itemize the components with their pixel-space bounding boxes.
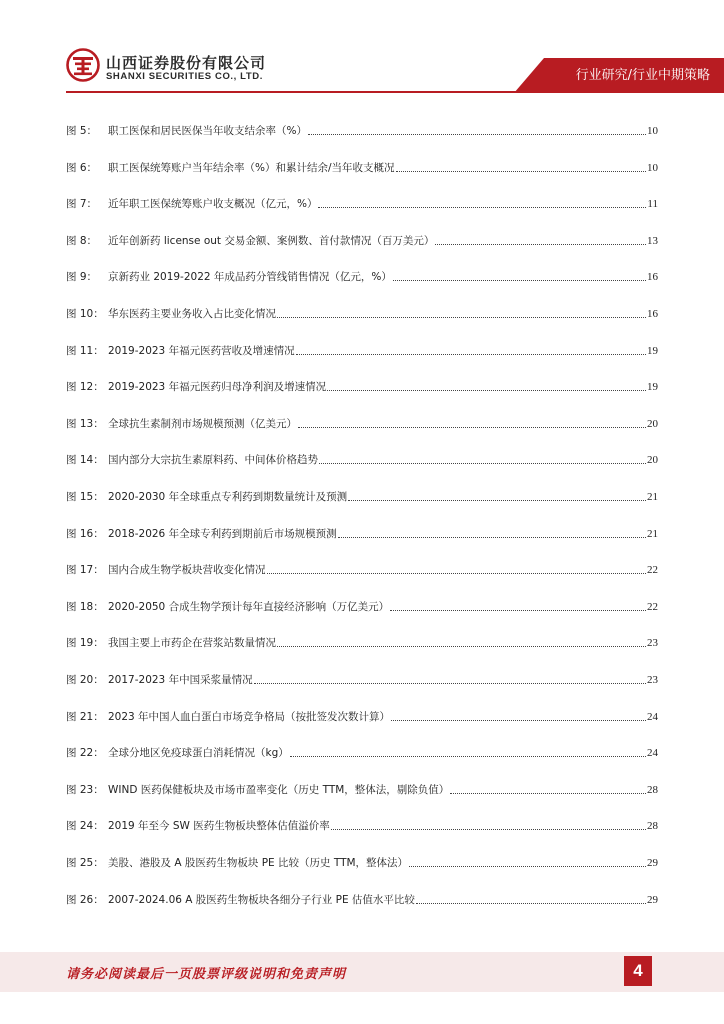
toc-row[interactable] [66,155,658,175]
toc-page-number: 10 [647,125,658,137]
toc-page-number: 16 [647,271,658,284]
toc-figure-label: 图 14： [66,454,104,467]
toc-figure-label: 图 15： [66,491,104,503]
toc-figure-label: 图 19： [66,637,104,650]
toc-dot-leader [298,427,646,428]
toc-row[interactable] [66,118,658,138]
toc-page-number: 11 [647,198,658,211]
toc-row[interactable] [66,704,658,724]
toc-row[interactable] [66,264,658,284]
toc-row[interactable] [66,850,658,870]
toc-page-number: 21 [647,527,658,540]
toc-figure-title: WIND 医药保健板块及市场市盈率变化（历史 TTM，整体法，剔除负值） [108,783,450,796]
toc-page-number: 20 [647,454,658,467]
toc-row[interactable] [66,301,658,321]
toc-dot-leader [277,646,646,647]
toc-dot-leader [393,280,646,281]
toc-figure-title: 2018-2026 年全球专利药到期前后市场规模预测 [108,527,337,540]
page-header [0,0,724,100]
toc-row[interactable] [66,594,658,614]
toc-row[interactable] [66,484,658,504]
toc-page-number: 23 [647,637,658,650]
toc-dot-leader [348,500,646,501]
toc-page-number: 28 [647,783,658,796]
toc-row[interactable] [66,813,658,833]
toc-dot-leader [435,244,646,245]
toc-figure-title: 2007-2024.06 A 股医药生物板块各细分子行业 PE 估值水平比较 [108,893,415,906]
toc-dot-leader [409,866,646,867]
toc-dot-leader [416,903,646,904]
toc-page-number: 10 [647,161,658,174]
toc-figure-title: 职工医保统筹账户当年结余率（%）和累计结余/当年收支概况 [108,161,395,174]
toc-figure-label: 图 26： [66,893,104,906]
header-divider [66,91,544,93]
toc-row[interactable] [66,191,658,211]
toc-page-number: 20 [647,417,658,430]
toc-row[interactable] [66,630,658,650]
toc-figure-title: 京新药业 2019-2022 年成品药分管线销售情况（亿元，%） [108,271,392,284]
toc-page-number: 23 [647,674,658,686]
toc-figure-label: 图 7： [66,198,98,211]
toc-page-number: 16 [647,308,658,320]
toc-dot-leader [296,354,646,355]
toc-dot-leader [319,463,646,464]
toc-row[interactable] [66,338,658,358]
toc-dot-leader [308,134,646,135]
toc-page-number: 29 [647,893,658,906]
toc-figure-title: 美股、港股及 A 股医药生物板块 PE 比较（历史 TTM，整体法） [108,857,409,869]
toc-figure-title: 国内合成生物学板块营收变化情况 [108,564,266,577]
toc-dot-leader [450,793,646,794]
toc-figure-label: 图 13： [66,417,104,430]
toc-row[interactable] [66,740,658,760]
toc-figure-title: 2019-2023 年福元医药营收及增速情况 [108,344,295,357]
toc-dot-leader [318,207,646,208]
toc-figure-label: 图 21： [66,710,104,723]
toc-page-number: 28 [647,820,658,833]
toc-row[interactable] [66,374,658,394]
toc-dot-leader [396,171,646,172]
toc-figure-title: 我国主要上市药企在营浆站数量情况 [108,637,276,650]
toc-figure-title: 全球分地区免疫球蛋白消耗情况（kg） [108,747,289,760]
toc-page-number: 24 [647,747,658,760]
toc-figure-label: 图 23： [66,783,104,796]
toc-figure-title: 2019-2023 年福元医药归母净利润及增速情况 [108,381,327,394]
toc-row[interactable] [66,521,658,541]
toc-page-number: 22 [647,564,658,577]
toc-figure-label: 图 16： [66,527,104,540]
toc-figure-title: 近年职工医保统筹账户收支概况（亿元，%） [108,198,318,211]
toc-figure-title: 2019 年至今 SW 医药生物板块整体估值溢价率 [108,820,330,833]
toc-figure-label: 图 6： [66,161,98,174]
footer-disclaimer: 请务必阅读最后一页股票评级说明和免责声明 [66,967,347,982]
toc-row[interactable] [66,447,658,467]
toc-page-number: 19 [647,344,658,357]
toc-figure-label: 图 20： [66,674,104,686]
toc-figure-label: 图 17： [66,564,104,577]
toc-figure-label: 图 18： [66,600,104,613]
toc-dot-leader [331,829,646,830]
toc-row[interactable] [66,777,658,797]
toc-dot-leader [338,537,646,538]
toc-figure-label: 图 9： [66,271,98,284]
toc-row[interactable] [66,228,658,248]
toc-figure-label: 图 12： [66,381,104,394]
toc-dot-leader [277,317,646,318]
toc-dot-leader [290,756,646,757]
company-name-cn: 山西证券股份有限公司 [106,54,267,72]
toc-figure-title: 全球抗生素制剂市场规模预测（亿美元） [108,417,297,430]
toc-dot-leader [390,610,646,611]
toc-figure-label: 图 25： [66,857,104,869]
toc-dot-leader [267,573,647,574]
toc-dot-leader [327,390,646,391]
toc-page-number: 29 [647,857,658,869]
shanxi-securities-logo-icon [66,48,100,82]
toc-page-number: 13 [647,234,658,247]
toc-figure-title: 近年创新药 license out 交易金额、案例数、首付款情况（百万美元） [108,234,435,247]
toc-figure-label: 图 5： [66,125,98,137]
toc-figure-title: 2017-2023 年中国采浆量情况 [108,674,253,686]
toc-row[interactable] [66,667,658,687]
toc-page-number: 24 [647,710,658,723]
toc-figure-title: 国内部分大宗抗生素原料药、中间体价格趋势 [108,454,318,467]
toc-figure-label: 图 24： [66,820,104,833]
toc-page-number: 22 [647,600,658,613]
toc-figure-label: 图 8： [66,234,98,247]
toc-figure-title: 职工医保和居民医保当年收支结余率（%） [108,125,307,137]
toc-dot-leader [391,720,646,721]
footer-page-number: 4 [624,956,652,986]
toc-page-number: 19 [647,381,658,394]
toc-row[interactable] [66,887,658,907]
toc-figure-label: 图 10： [66,308,104,320]
report-type-label: 行业研究/行业中期策略 [575,68,710,83]
toc-row[interactable] [66,411,658,431]
toc-figure-title: 2020-2050 合成生物学预计每年直接经济影响（万亿美元） [108,600,390,613]
toc-row[interactable] [66,557,658,577]
toc-page-number: 21 [647,491,658,503]
toc-figure-title: 2023 年中国人血白蛋白市场竞争格局（按批签发次数计算） [108,710,391,723]
toc-figure-label: 图 22： [66,747,104,760]
toc-figure-label: 图 11： [66,344,104,357]
toc-figure-title: 华东医药主要业务收入占比变化情况 [108,308,276,320]
company-name-en: SHANXI SECURITIES CO., LTD. [106,71,263,82]
toc-dot-leader [254,683,646,684]
toc-figure-title: 2020-2030 年全球重点专利药到期数量统计及预测 [108,491,348,503]
